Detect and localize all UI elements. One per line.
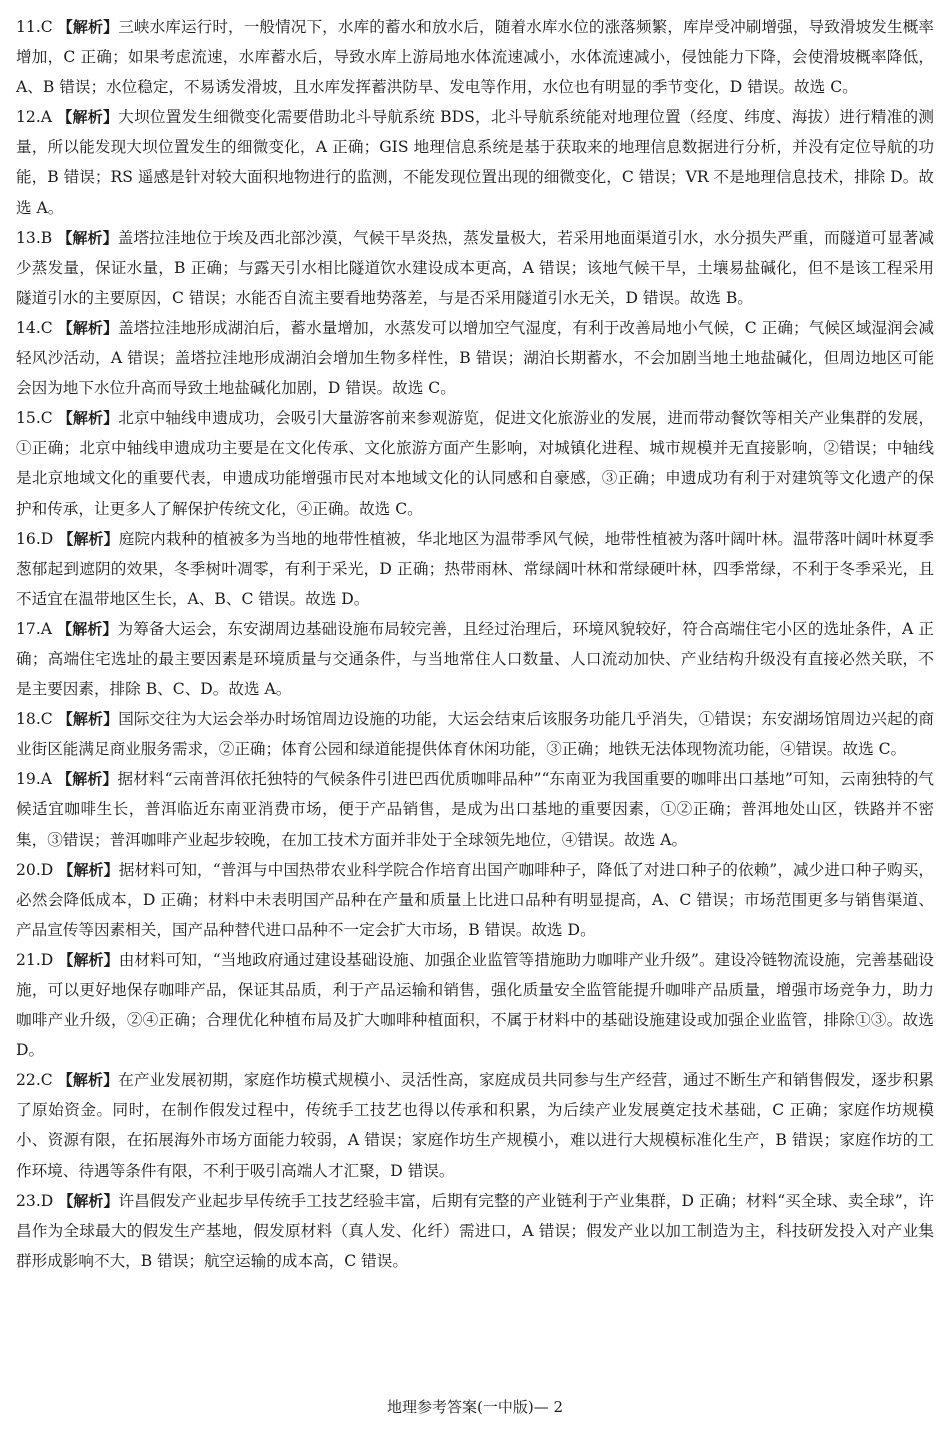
analysis-tag: 【解析】 — [57, 318, 119, 337]
answer-item — [16, 855, 934, 945]
analysis-tag: 【解析】 — [58, 860, 119, 879]
answer-item — [16, 403, 934, 523]
analysis-text: 为筹备大运会，东安湖周边基础设施布局较完善，且经过治理后，环境风貌较好，符合高端住宅小区的选址条件，A 正确；高端住宅选址的最主要因素是环境质量与交通条件，与当地常住人口数量、人口流动加快、产业结构升级没有直接必然关联，不是主要因素，排除 B、C、D。故选 A。 — [16, 619, 934, 699]
question-number: 19.A — [16, 770, 53, 789]
analysis-text: 据材料“云南普洱依托独特的气候条件引进巴西优质咖啡品种”“东南亚为我国重要的咖啡出口基地”可知，云南独特的气候适宜咖啡生长，普洱临近东南亚消费市场，便于产品销售，是成为出口基地的重要因素，①②正确；普洱地处山区，铁路并不密集，③错误；普洱咖啡产业起步较晚，在加工技术方面并非处于全球领先地位，④错误。故选 A。 — [16, 770, 934, 849]
question-number: 21.D — [16, 950, 54, 969]
question-number: 23.D — [16, 1191, 54, 1210]
answer-item — [16, 704, 934, 764]
answer-item — [16, 12, 934, 102]
question-number: 17.A — [16, 619, 53, 638]
analysis-text: 三峡水库运行时，一般情况下，水库的蓄水和放水后，随着水库水位的涨落频繁，库岸受冲刷增强，导致滑坡发生概率增加，C 正确；如果考虑流速，水库蓄水后，导致水库上游局地水体流速减小，水体流速减小，侵蚀能力下降，会使滑坡概率降低，A、B 错误；水位稳定，不易诱发滑坡，且水库发挥蓄洪防旱、发电等作用，水位也有明显的季节变化，D 错误。故选 C。 — [16, 18, 934, 97]
analysis-text: 盖塔拉洼地位于埃及西北部沙漠，气候干旱炎热，蒸发量极大，若采用地面渠道引水，水分损失严重，而隧道可显著减少蒸发量，保证水量，B 正确；与露天引水相比隧道饮水建设成本更高，A 错误；该地气候干旱，土壤易盐碱化，但不是该工程采用隧道引水的主要原因，C 错误；水能否自流主要看地势落差，与是否采用隧道引水无关，D 错误。故选 B。 — [16, 228, 934, 307]
question-number: 15.C — [16, 409, 53, 428]
answer-item — [16, 313, 934, 403]
answer-item — [16, 1186, 934, 1276]
answer-item — [16, 102, 934, 222]
question-number: 20.D — [16, 860, 54, 879]
analysis-text: 许昌假发产业起步早传统手工技艺经验丰富，后期有完整的产业链利于产业集群，D 正确；材料“买全球、卖全球”，许昌作为全球最大的假发生产基地，假发原材料（真人发、化纤）需进口，A 错误；假发产业以加工制造为主，科技研发投入对产业集群形成影响不大，B 错误；航空运输的成本高，C 错误。 — [16, 1191, 934, 1270]
question-number: 13.B — [16, 228, 53, 247]
analysis-tag: 【解析】 — [58, 529, 119, 548]
analysis-tag: 【解析】 — [57, 18, 119, 36]
question-number: 14.C — [16, 318, 53, 337]
analysis-tag: 【解析】 — [58, 1191, 119, 1210]
analysis-tag: 【解析】 — [57, 770, 118, 789]
analysis-text: 国际交往为大运会举办时场馆周边设施的功能，大运会结束后该服务功能几乎消失，①错误；东安湖场馆周边兴起的商业街区能满足商业服务需求，②正确；体育公园和绿道能提供体育休闲功能，③正确；地铁无法体现物流功能，④错误。故选 C。 — [16, 710, 934, 759]
answer-item — [16, 1065, 934, 1185]
analysis-tag: 【解析】 — [58, 950, 119, 969]
answer-item — [16, 945, 934, 1065]
question-number: 22.C — [16, 1071, 53, 1090]
analysis-tag: 【解析】 — [57, 108, 119, 127]
answer-item — [16, 614, 934, 704]
analysis-text: 北京中轴线申遗成功，会吸引大量游客前来参观游览，促进文化旅游业的发展，进而带动餐饮等相关产业集群的发展，①正确；北京中轴线申遗成功主要是在文化传承、文化旅游方面产生影响，对城镇化进程、城市规模并无直接影响，②错误；中轴线是北京地域文化的重要代表，申遗成功能增强市民对本地域文化的认同感和自豪感，③正确；申遗成功有利于对建筑等文化遗产的保护和传承，让更多人了解保护传统文化，④正确。故选 C。 — [16, 409, 934, 518]
question-number: 12.A — [16, 108, 53, 127]
question-number: 18.C — [16, 710, 53, 729]
page-footer: 地理参考答案(一中版)— 2 — [386, 1398, 564, 1416]
answer-item — [16, 524, 934, 614]
analysis-tag: 【解析】 — [57, 228, 118, 247]
analysis-text: 庭院内栽种的植被多为当地的地带性植被，华北地区为温带季风气候，地带性植被为落叶阔叶林。温带落叶阔叶林夏季葱郁起到遮阴的效果，冬季树叶凋零，有利于采光，D 正确；热带雨林、常绿阔叶林和常绿硬叶林，四季常绿，不利于冬季采光，且不适宜在温带地区生长，A、B、C 错误。故选 D。 — [16, 529, 934, 608]
answer-item — [16, 223, 934, 313]
analysis-tag: 【解析】 — [57, 710, 119, 729]
analysis-tag: 【解析】 — [57, 619, 118, 638]
analysis-text: 在产业发展初期，家庭作坊模式规模小、灵活性高，家庭成员共同参与生产经营，通过不断生产和销售假发，逐步积累了原始资金。同时，在制作假发过程中，传统手工技艺也得以传承和积累，为后续产业发展奠定技术基础，C 正确；家庭作坊规模小、资源有限，在拓展海外市场方面能力较弱，A 错误；家庭作坊生产规模小，难以进行大规模标准化生产，B 错误；家庭作坊的工作环境、待遇等条件有限，不利于吸引高端人才汇聚，D 错误。 — [16, 1071, 934, 1180]
analysis-text: 据材料可知，“普洱与中国热带农业科学院合作培育出国产咖啡种子，降低了对进口种子的依赖”，减少进口种子购买，必然会降低成本，D 正确；材料中未表明国产品种在产量和质量上比进口品种有明显提高，A、C 错误；市场范围更多与销售渠道、产品宣传等因素相关，国产品种替代进口品种不一定会扩大市场，B 错误。故选 D。 — [16, 860, 934, 939]
analysis-text: 盖塔拉洼地形成湖泊后，蓄水量增加，水蒸发可以增加空气湿度，有利于改善局地小气候，C 正确；气候区域湿润会减轻风沙活动，A 错误；盖塔拉洼地形成湖泊会增加生物多样性，B 错误；湖泊长期蓄水，不会加剧当地土地盐碱化，但周边地区可能会因为地下水位升高而导致土地盐碱化加剧，D 错误。故选 C。 — [16, 318, 934, 398]
question-number: 16.D — [16, 529, 54, 548]
analysis-tag: 【解析】 — [57, 1071, 119, 1090]
answer-item — [16, 764, 934, 854]
question-number: 11.C — [16, 18, 53, 36]
analysis-text: 由材料可知，“当地政府通过建设基础设施、加强企业监管等措施助力咖啡产业升级”。建设冷链物流设施，完善基础设施，可以更好地保存咖啡产品，保证其品质，利于产品运输和销售，强化质量安全监管能提升咖啡产品质量，增强市场竞争力，助力咖啡产业升级，②④正确；合理优化种植布局及扩大咖啡种植面积，不属于材料中的基础设施建设或加强企业监管，排除①③。故选 D。 — [16, 950, 934, 1060]
analysis-tag: 【解析】 — [57, 409, 119, 428]
analysis-text: 大坝位置发生细微变化需要借助北斗导航系统 BDS，北斗导航系统能对地理位置（经度、纬度、海拔）进行精准的测量，所以能发现大坝位置发生的细微变化，A 正确；GIS 地理信息系统是基于获取来的地理信息数据进行分析，并没有定位导航的功能，B 错误；RS 遥感是针对较大面积地物进行的监测，不能发现位置出现的细微变化，C 错误；VR 不是地理信息技术，排除 D。故选 A。 — [16, 108, 934, 217]
answer-list — [16, 12, 934, 1276]
